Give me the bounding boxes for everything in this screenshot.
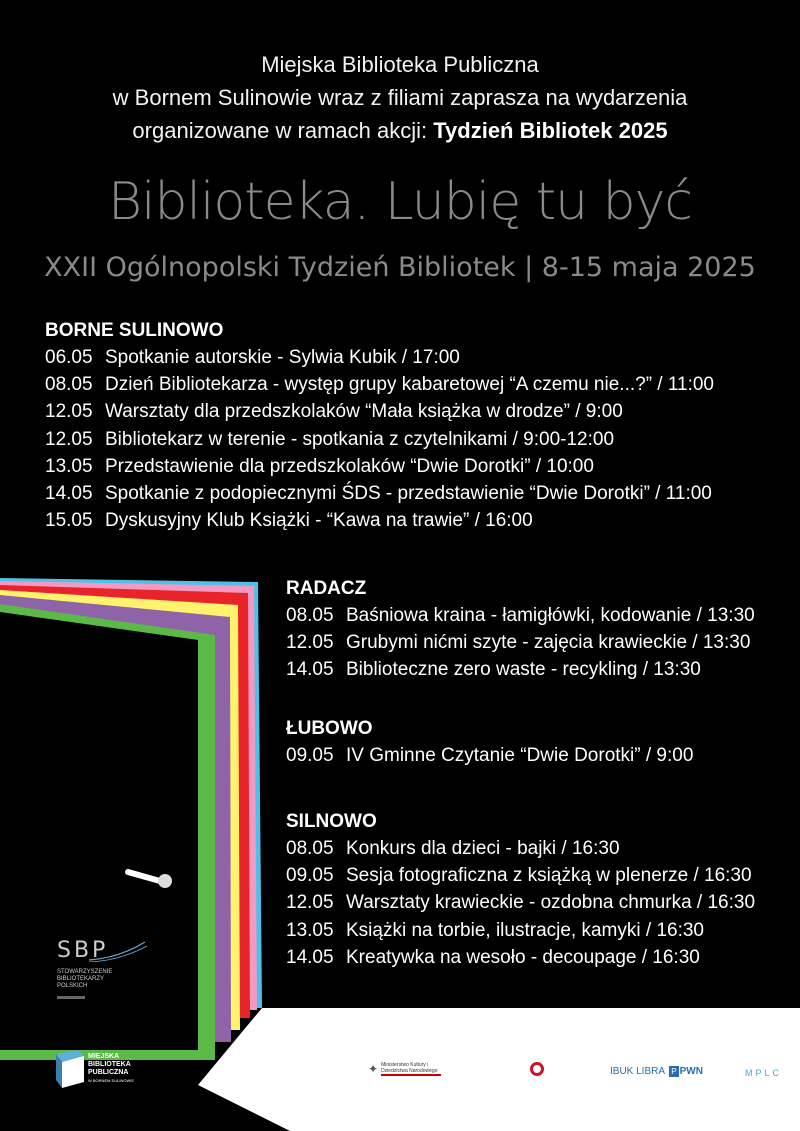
intro-line-1: Miejska Biblioteka Publiczna — [261, 52, 539, 77]
event-text: Spotkanie autorskie - Sylwia Kubik / 17:00 — [105, 347, 460, 368]
event-row — [45, 398, 714, 425]
event-row — [45, 371, 714, 398]
event-row — [286, 742, 693, 769]
intro-line-2: w Bornem Sulinowie wraz z filiami zaprasza na wydarzenia — [112, 85, 688, 110]
section-borne-sulinowo — [45, 318, 714, 534]
mbp-line: MIEJSKA — [88, 1053, 120, 1060]
event-date: 08.05 — [286, 605, 334, 626]
poster-subtitle: XXII Ogólnopolski Tydzień Bibliotek | 8-15 maja 2025 — [44, 252, 756, 283]
event-text: Przedstawienie dla przedszkolaków “Dwie Dorotki” / 10:00 — [105, 455, 594, 477]
event-row — [286, 835, 755, 862]
mbp-logo — [56, 1050, 134, 1088]
event-row — [45, 344, 714, 371]
sbp-bar — [57, 996, 85, 999]
event-row — [45, 480, 714, 507]
mbp-line: PUBLICZNA — [88, 1069, 129, 1076]
door-knob — [158, 874, 172, 888]
sbp-line: POLSKICH — [57, 983, 88, 989]
event-text: IV Gminne Czytanie “Dwie Dorotki” / 9:00 — [346, 745, 694, 766]
section-radacz — [286, 576, 755, 684]
book-icon — [56, 1050, 84, 1088]
event-text: Biblioteczne zero waste - recykling / 13:30 — [346, 659, 701, 681]
intro-line-3 — [0, 114, 800, 147]
event-text: Sesja fotograficzna z książką w plenerze / 16:30 — [346, 865, 752, 887]
event-row — [286, 602, 755, 629]
mbp-name — [88, 1053, 134, 1085]
event-date: 12.05 — [286, 632, 334, 654]
event-date: 12.05 — [45, 401, 93, 423]
event-text: Dzień Bibliotekarza - występ grupy kabaretowej “A czemu nie...?” / 11:00 — [105, 374, 714, 396]
floor-light — [198, 1008, 800, 1131]
event-date: 12.05 — [45, 428, 93, 450]
event-date: 13.05 — [286, 919, 334, 941]
sbp-mark: SBP — [57, 938, 109, 963]
event-date: 13.05 — [45, 455, 93, 477]
event-text: Spotkanie z podopiecznymi ŚDS - przedstawienie “Dwie Dorotki” / 11:00 — [105, 483, 712, 505]
section-heading: RADACZ — [286, 578, 367, 599]
sbp-line: BIBLIOTEKARZY — [57, 976, 105, 982]
event-text: Baśniowa kraina - łamigłówki, kodowanie / 13:30 — [346, 605, 755, 626]
sbp-name — [57, 969, 112, 990]
event-row — [286, 944, 755, 971]
ibuk-logo — [610, 1066, 703, 1077]
event-date: 08.05 — [286, 838, 334, 859]
event-date: 14.05 — [286, 659, 334, 681]
ministry-name: Ministerstwo Kultury i Dziedzictwa Narodowego — [381, 1062, 441, 1076]
event-text: Dyskusyjny Klub Książki - “Kawa na trawie” / 16:00 — [105, 510, 533, 532]
event-date: 09.05 — [286, 865, 334, 887]
event-text: Warsztaty krawieckie - ozdobna chmurka / 16:30 — [346, 892, 756, 914]
event-date: 14.05 — [45, 483, 93, 505]
section-heading: BORNE SULINOWO — [45, 320, 224, 341]
sbp-swoosh-icon — [89, 940, 149, 962]
eagle-icon: ✦ — [368, 1062, 379, 1076]
event-row — [45, 426, 714, 453]
mbp-line: W BORNEM SULINOWIE — [88, 1078, 135, 1083]
pwn-badge: P — [671, 1067, 677, 1076]
event-date: 12.05 — [286, 892, 334, 914]
pwn-name: PWN — [679, 1066, 703, 1077]
mplc-logo: MPLC — [745, 1068, 783, 1078]
poster-title: Biblioteka. Lubię tu być — [108, 172, 692, 232]
intro-text — [0, 48, 800, 147]
event-text: Bibliotekarz w terenie - spotkania z czytelnikami / 9:00-12:00 — [105, 428, 615, 450]
event-date: 08.05 — [45, 374, 93, 396]
intro-line-3-bold: Tydzień Bibliotek 2025 — [433, 118, 668, 143]
event-text: Kreatywka na wesoło - decoupage / 16:30 — [346, 946, 700, 968]
event-text: Konkurs dla dzieci - bajki / 16:30 — [346, 838, 620, 859]
section-heading: ŁUBOWO — [286, 718, 373, 739]
event-text: Książki na torbie, ilustracje, kamyki / 16:30 — [346, 919, 704, 941]
section-silnowo — [286, 809, 755, 971]
ibuk-name: IBUK LIBRA — [610, 1066, 665, 1077]
event-text: Grubymi nićmi szyte - zajęcia krawieckie / 13:30 — [346, 632, 751, 654]
event-date: 15.05 — [45, 510, 93, 532]
event-row — [286, 629, 755, 656]
mbp-line: BIBLIOTEKA — [88, 1061, 131, 1068]
sbp-line: STOWARZYSZENIE — [57, 969, 113, 975]
event-row — [286, 656, 755, 683]
partner-red-icon — [530, 1062, 544, 1076]
section-lubowo — [286, 716, 693, 769]
event-date: 14.05 — [286, 946, 334, 968]
event-row — [286, 889, 755, 916]
event-row — [45, 453, 714, 480]
event-text: Warsztaty dla przedszkolaków “Mała książka w drodze” / 9:00 — [105, 401, 623, 423]
ministry-logo — [368, 1062, 441, 1076]
section-heading: SILNOWO — [286, 811, 377, 832]
intro-line-3-prefix: organizowane w ramach akcji: — [132, 118, 434, 143]
event-row — [286, 862, 755, 889]
sbp-logo — [57, 938, 112, 999]
event-row — [286, 917, 755, 944]
event-date: 09.05 — [286, 745, 334, 766]
event-date: 06.05 — [45, 347, 93, 368]
event-row — [45, 507, 714, 534]
